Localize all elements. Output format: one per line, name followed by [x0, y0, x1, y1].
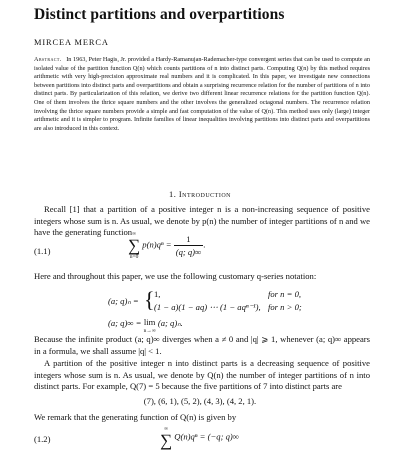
eq1-end: .	[203, 239, 206, 250]
limit-operator: lim	[143, 317, 156, 327]
case2-condition: for n > 0;	[268, 302, 302, 312]
eq1-sum-bottom: n=0	[129, 254, 139, 260]
sum-symbol-2: ∑	[160, 431, 173, 450]
section-heading: 1. Introduction	[169, 190, 231, 199]
equation-1-2	[160, 426, 239, 449]
eq1-numerator: 1	[174, 234, 203, 246]
paragraph-recall: Recall [1] that a partition of a positive integer n is a non-increasing sequence of positive integers whose sum is n. As usual, we denote by p(n) the number of integer partitions of n and we have the generating function	[34, 204, 370, 238]
brace-icon: {	[144, 287, 155, 312]
equation-1-1-label: (1.1)	[34, 246, 51, 256]
paragraph-notation: Here and throughout this paper, we use the following customary q-series notation:	[34, 271, 317, 281]
eq1-sum-top: ∞	[132, 231, 137, 237]
abstract	[34, 56, 370, 133]
eq1-denominator: (q; q)∞	[175, 247, 202, 257]
equation-1-1	[128, 231, 205, 260]
paragraph-distinct-parts: A partition of the positive integer n into distinct parts is a decreasing sequence of positive integers whose sum is n. As usual, we denote by Q(n) the number of integer partitions of n into distinct parts. For example, Q(7) = 5 because the five partitions of 7 into distinct parts are	[34, 358, 370, 392]
limit-rhs: (a; q)ₙ.	[157, 318, 183, 328]
eq1-fraction	[174, 234, 206, 257]
case2-value: (1 − a)(1 − aq) ⋯ (1 − aqⁿ⁻¹),	[154, 302, 261, 312]
author-name: MIRCEA MERCA	[34, 38, 109, 47]
equation-1-2-label: (1.2)	[34, 434, 51, 444]
sum-symbol: ∑	[128, 236, 141, 255]
eq2-sum-top: ∞	[164, 426, 169, 432]
limit-subscript: n→∞	[143, 328, 156, 334]
eq1-summand: p(n)qⁿ =	[142, 239, 172, 250]
paper-title: Distinct partitions and overpartitions	[34, 6, 285, 23]
paragraph-convergence: Because the infinite product (a; q)∞ diverges when a ≠ 0 and |q| ⩾ 1, whenever (a; q)∞ appears in a formula, we shall assume |q| < 1.	[34, 334, 370, 356]
paragraph-generating-function: We remark that the generating function of Q(n) is given by	[34, 412, 237, 422]
case1-condition: for n = 0,	[268, 289, 302, 299]
limit-lhs: (a; q)∞ =	[108, 318, 142, 328]
abstract-label: Abstract.	[34, 56, 62, 63]
case1-value: 1,	[154, 289, 161, 299]
notation-definition	[108, 287, 348, 317]
eq2-expression: Q(n)qⁿ = (−q; q)∞	[174, 431, 239, 442]
notation-lhs: (a; q)ₙ =	[108, 296, 139, 306]
abstract-text: In 1963, Peter Hagis, Jr. provided a Hardy-Ramanujan-Rademacher-type convergent series that can be used to compute an isolated value of the partition function Q(n) which counts partitions of n into distinct parts. Computing Q(n) by this method requires arithmetic with very high-precision approximate real numbers and it is complicated. In this paper, we investigate new connections between partitions into distinct parts and overpartitions and obtain a surprising recurrence relation for the number of partitions of n into distinct parts. By particularization of this relation, we derive two different linear recurrence relations for the partition function Q(n). One of them involves the thrice square numbers and the other involves the generalized octagonal numbers. The recurrence relation involving the thrice square numbers provide a simple and fast computation of the value of Q(n). This method uses only (large) integer arithmetic and it is simpler to program. Infinite families of linear inequalities involving partitions into distinct parts and overpartitions are also introduced in this context.	[34, 56, 370, 132]
partitions-list: (7), (6, 1), (5, 2), (4, 3), (4, 2, 1).	[143, 396, 257, 406]
